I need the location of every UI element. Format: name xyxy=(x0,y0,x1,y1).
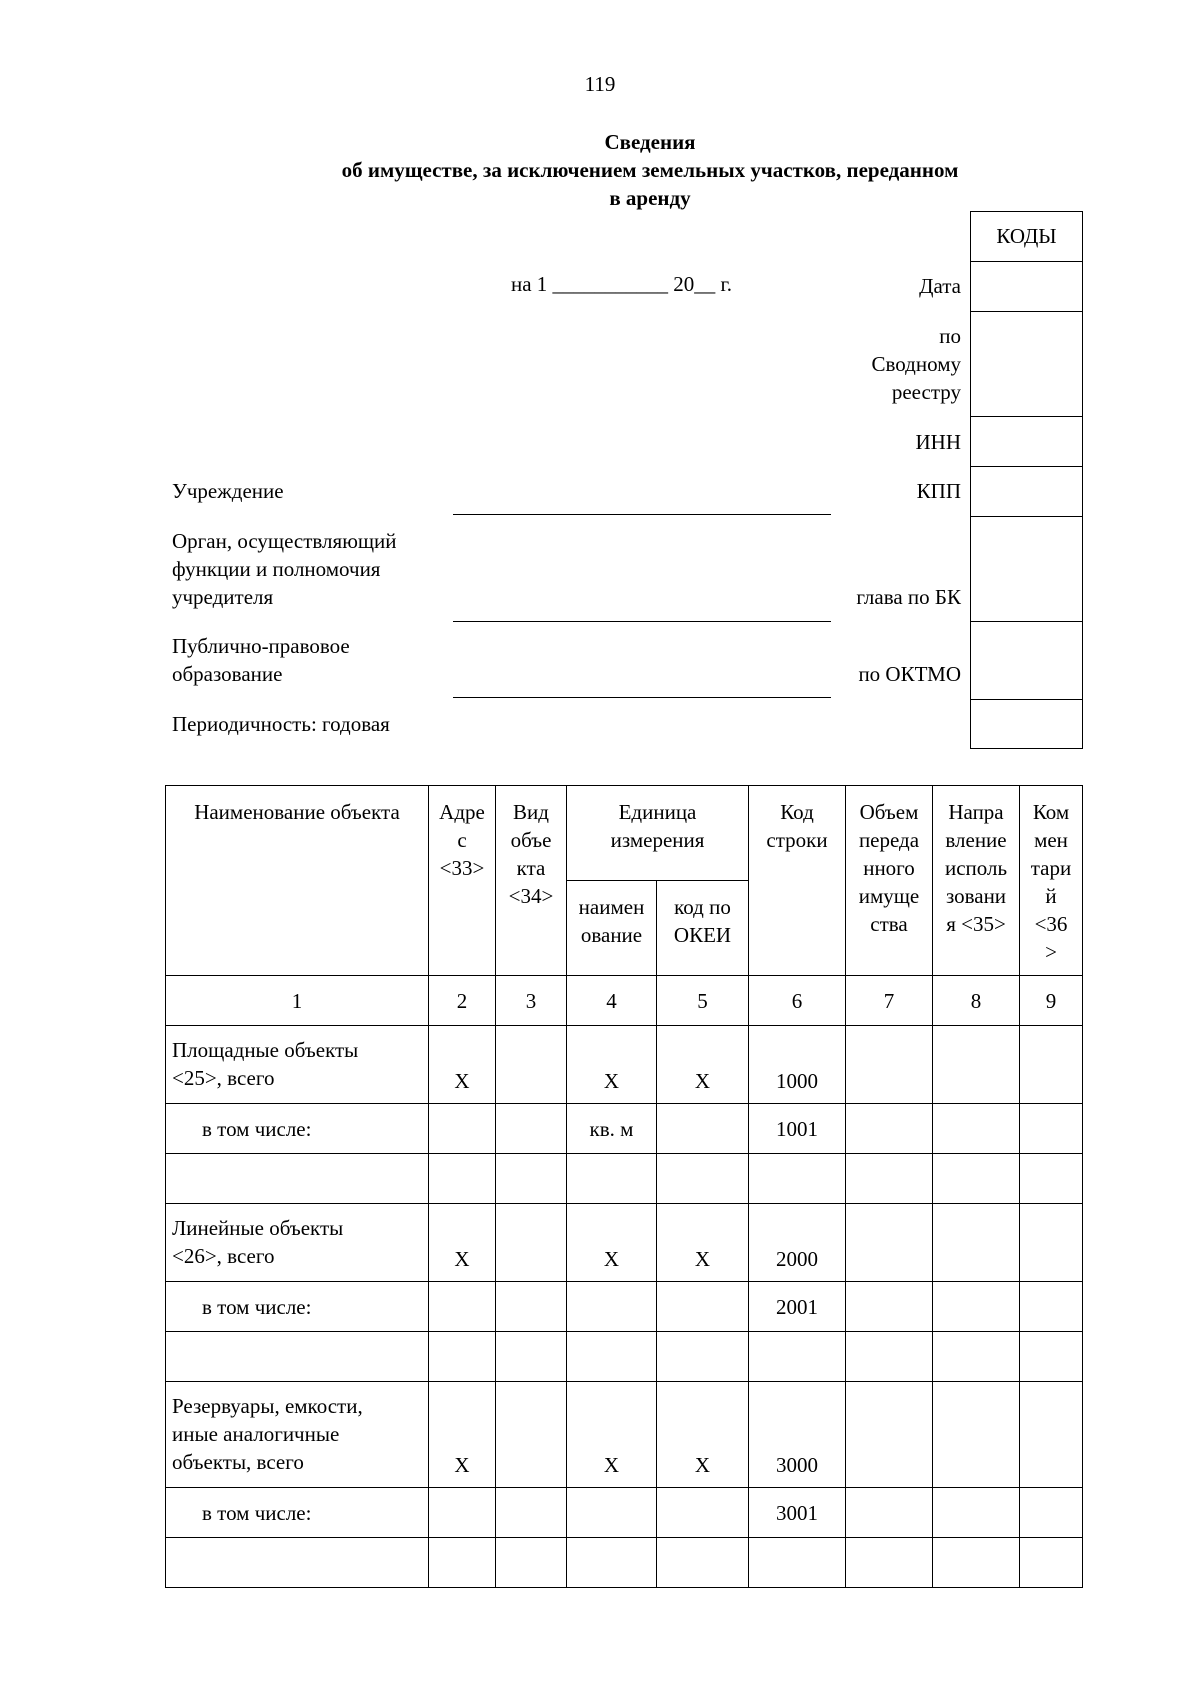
table-row xyxy=(166,1488,1083,1538)
cell-unit-name[interactable] xyxy=(567,1488,657,1538)
cell-address[interactable] xyxy=(429,1104,496,1154)
cell-row-code: 3001 xyxy=(749,1488,846,1538)
codes-box xyxy=(970,211,1083,749)
cell-address[interactable] xyxy=(429,1282,496,1332)
cell-empty[interactable] xyxy=(567,1332,657,1382)
cell-empty[interactable] xyxy=(166,1154,429,1204)
cell-empty[interactable] xyxy=(429,1332,496,1382)
colnum: 8 xyxy=(933,976,1020,1026)
table-row xyxy=(166,1026,1083,1104)
label-glava-bk: глава по БК xyxy=(856,585,961,609)
label-registry-3: реестру xyxy=(891,380,961,404)
institution-input-line[interactable] xyxy=(453,514,831,515)
cell-comment[interactable] xyxy=(1020,1204,1083,1282)
label-organ-3: учредителя xyxy=(172,585,274,609)
colnum: 1 xyxy=(166,976,429,1026)
cell-type[interactable] xyxy=(496,1104,567,1154)
report-date-line: на 1 ___________ 20__ г. xyxy=(511,272,733,296)
header-row-code: Код строки xyxy=(749,786,846,976)
cell-empty[interactable] xyxy=(496,1332,567,1382)
header-object-type: Вид объе кта <34> xyxy=(496,786,567,976)
cell-row-code: 2001 xyxy=(749,1282,846,1332)
colnum: 7 xyxy=(846,976,933,1026)
header-direction: Напра вление исполь зовани я <35> xyxy=(933,786,1020,976)
code-cell-periodicity[interactable] xyxy=(971,700,1082,748)
cell-empty[interactable] xyxy=(846,1538,933,1588)
table-row xyxy=(166,1204,1083,1282)
cell-direction[interactable] xyxy=(933,1488,1020,1538)
cell-empty[interactable] xyxy=(933,1538,1020,1588)
label-registry-2: Сводному xyxy=(871,352,961,376)
label-periodicity: Периодичность: годовая xyxy=(172,712,390,736)
cell-empty[interactable] xyxy=(429,1154,496,1204)
header-address: Адре с <33> xyxy=(429,786,496,976)
cell-empty[interactable] xyxy=(749,1538,846,1588)
cell-empty[interactable] xyxy=(657,1154,749,1204)
document-subtitle-line1: об имуществе, за исключением земельных участков, переданном xyxy=(341,158,959,182)
cell-empty[interactable] xyxy=(657,1332,749,1382)
label-institution: Учреждение xyxy=(172,479,284,503)
label-inn: ИНН xyxy=(915,430,961,454)
property-table xyxy=(165,785,1083,1588)
cell-volume[interactable] xyxy=(846,1488,933,1538)
cell-empty[interactable] xyxy=(933,1154,1020,1204)
cell-row-code: 3000 xyxy=(749,1382,846,1488)
cell-empty[interactable] xyxy=(1020,1332,1083,1382)
colnum: 9 xyxy=(1020,976,1083,1026)
column-number-row xyxy=(166,976,1083,1026)
cell-volume[interactable] xyxy=(846,1282,933,1332)
cell-empty[interactable] xyxy=(933,1332,1020,1382)
cell-direction[interactable] xyxy=(933,1104,1020,1154)
table-row-empty xyxy=(166,1154,1083,1204)
cell-empty[interactable] xyxy=(166,1538,429,1588)
colnum: 2 xyxy=(429,976,496,1026)
row-name: в том числе: xyxy=(166,1282,429,1332)
document-title: Сведения xyxy=(604,130,696,154)
cell-comment[interactable] xyxy=(1020,1382,1083,1488)
cell-empty[interactable] xyxy=(1020,1154,1083,1204)
document-subtitle-line2: в аренду xyxy=(609,186,691,210)
cell-address: X xyxy=(429,1026,496,1104)
cell-unit-code[interactable] xyxy=(657,1282,749,1332)
cell-unit-name: X xyxy=(567,1382,657,1488)
label-organ-1: Орган, осуществляющий xyxy=(172,529,397,553)
header-volume: Объем переда нного имуще ства xyxy=(846,786,933,976)
cell-empty[interactable] xyxy=(657,1538,749,1588)
row-name: Линейные объекты <26>, всего xyxy=(166,1204,429,1282)
cell-unit-code: X xyxy=(657,1026,749,1104)
page-number: 119 xyxy=(584,72,616,96)
row-name: в том числе: xyxy=(166,1104,429,1154)
cell-comment[interactable] xyxy=(1020,1488,1083,1538)
public-entity-input-line[interactable] xyxy=(453,697,831,698)
colnum: 6 xyxy=(749,976,846,1026)
cell-empty[interactable] xyxy=(496,1154,567,1204)
header-name: Наименование объекта xyxy=(166,786,429,976)
cell-empty[interactable] xyxy=(166,1332,429,1382)
cell-unit-name[interactable] xyxy=(567,1282,657,1332)
cell-address: X xyxy=(429,1204,496,1282)
label-public-1: Публично-правовое xyxy=(172,634,350,658)
label-registry-1: по xyxy=(939,324,961,348)
cell-unit-name: X xyxy=(567,1204,657,1282)
cell-type[interactable] xyxy=(496,1382,567,1488)
cell-empty[interactable] xyxy=(846,1332,933,1382)
row-name: Резервуары, емкости, иные аналогичные объекты, всего xyxy=(166,1382,429,1488)
table-row xyxy=(166,1104,1083,1154)
label-organ-2: функции и полномочия xyxy=(172,557,381,581)
header-row-1 xyxy=(166,786,1083,881)
colnum: 5 xyxy=(657,976,749,1026)
cell-type[interactable] xyxy=(496,1488,567,1538)
cell-row-code: 1001 xyxy=(749,1104,846,1154)
colnum: 3 xyxy=(496,976,567,1026)
cell-comment[interactable] xyxy=(1020,1282,1083,1332)
cell-volume[interactable] xyxy=(846,1104,933,1154)
cell-volume[interactable] xyxy=(846,1382,933,1488)
code-cell-registry[interactable] xyxy=(971,312,1082,417)
cell-empty[interactable] xyxy=(429,1538,496,1588)
cell-row-code: 2000 xyxy=(749,1204,846,1282)
label-date: Дата xyxy=(919,274,961,298)
label-kpp: КПП xyxy=(916,479,961,503)
cell-empty[interactable] xyxy=(846,1154,933,1204)
organ-input-line[interactable] xyxy=(453,621,831,622)
cell-type[interactable] xyxy=(496,1026,567,1104)
cell-comment[interactable] xyxy=(1020,1104,1083,1154)
cell-type[interactable] xyxy=(496,1282,567,1332)
row-name: Площадные объекты <25>, всего xyxy=(166,1026,429,1104)
cell-unit-code[interactable] xyxy=(657,1104,749,1154)
cell-address: X xyxy=(429,1382,496,1488)
cell-volume[interactable] xyxy=(846,1026,933,1104)
cell-direction[interactable] xyxy=(933,1382,1020,1488)
cell-empty[interactable] xyxy=(567,1538,657,1588)
cell-empty[interactable] xyxy=(496,1538,567,1588)
label-oktmo: по ОКТМО xyxy=(858,662,961,686)
cell-unit-code[interactable] xyxy=(657,1488,749,1538)
code-cell-date[interactable] xyxy=(971,262,1082,312)
cell-empty[interactable] xyxy=(749,1332,846,1382)
row-name: в том числе: xyxy=(166,1488,429,1538)
table-row-empty xyxy=(166,1332,1083,1382)
cell-empty[interactable] xyxy=(1020,1538,1083,1588)
header-unit: Единица измерения xyxy=(567,786,749,881)
cell-address[interactable] xyxy=(429,1488,496,1538)
code-cell-glava[interactable] xyxy=(971,517,1082,622)
cell-direction[interactable] xyxy=(933,1282,1020,1332)
cell-type[interactable] xyxy=(496,1204,567,1282)
cell-row-code: 1000 xyxy=(749,1026,846,1104)
cell-comment[interactable] xyxy=(1020,1026,1083,1104)
label-public-2: образование xyxy=(172,662,283,686)
table-row xyxy=(166,1382,1083,1488)
header-comment: Ком мен тари й <36 > xyxy=(1020,786,1083,976)
code-cell-kpp[interactable] xyxy=(971,467,1082,517)
cell-empty[interactable] xyxy=(749,1154,846,1204)
header-unit-code: код по ОКЕИ xyxy=(657,881,749,976)
code-cell-inn[interactable] xyxy=(971,417,1082,467)
table-row-empty xyxy=(166,1538,1083,1588)
cell-unit-name: кв. м xyxy=(567,1104,657,1154)
table-row xyxy=(166,1282,1083,1332)
cell-unit-code: X xyxy=(657,1382,749,1488)
cell-unit-code: X xyxy=(657,1204,749,1282)
code-cell-oktmo[interactable] xyxy=(971,622,1082,700)
cell-empty[interactable] xyxy=(567,1154,657,1204)
cell-direction[interactable] xyxy=(933,1204,1020,1282)
cell-volume[interactable] xyxy=(846,1204,933,1282)
colnum: 4 xyxy=(567,976,657,1026)
cell-unit-name: X xyxy=(567,1026,657,1104)
cell-direction[interactable] xyxy=(933,1026,1020,1104)
codes-header: КОДЫ xyxy=(971,212,1082,262)
header-unit-name: наимен ование xyxy=(567,881,657,976)
